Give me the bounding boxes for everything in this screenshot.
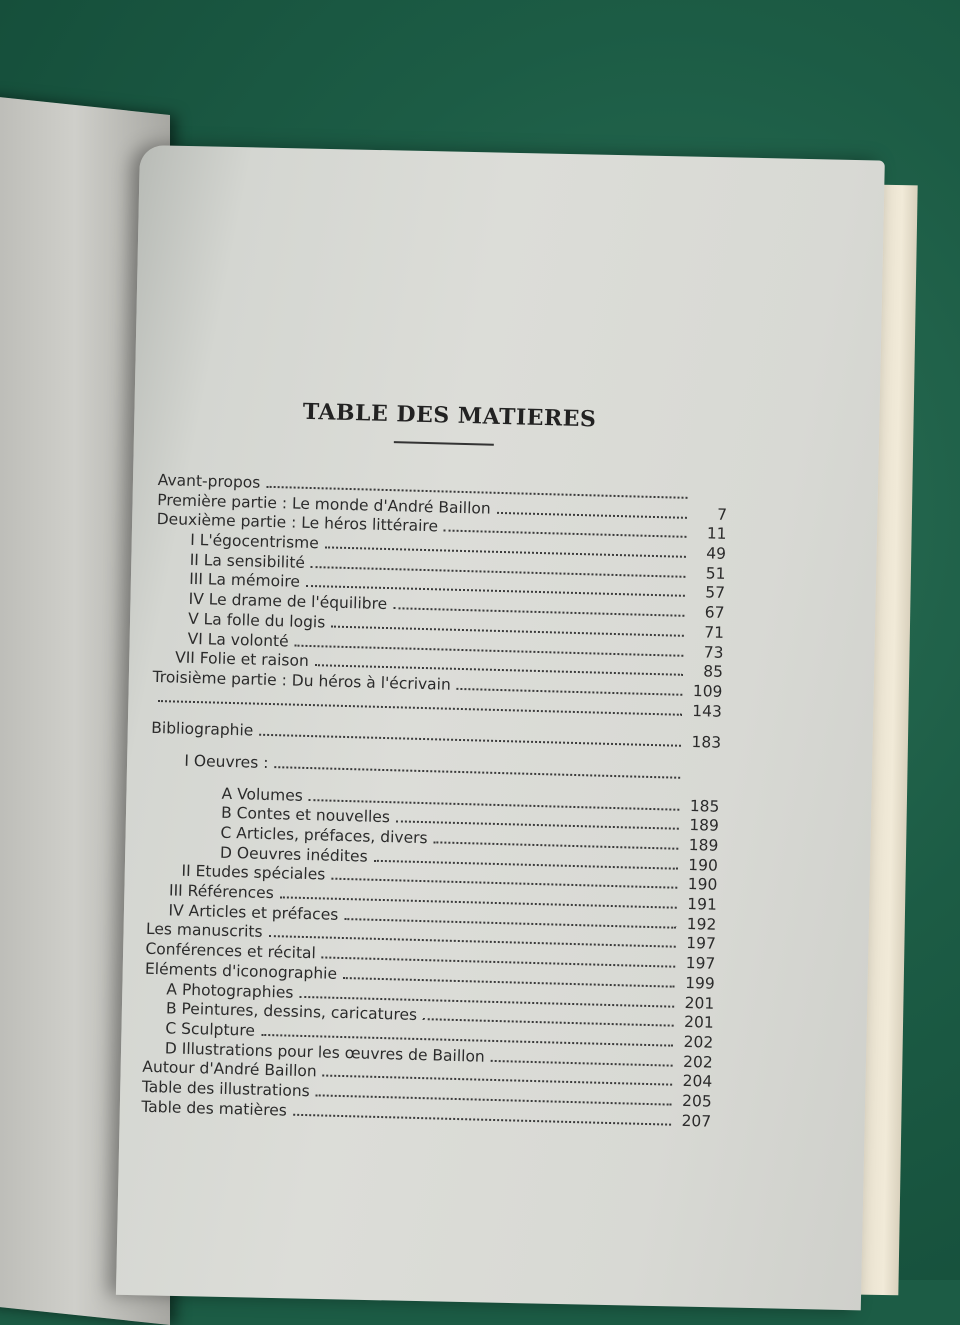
title-underline <box>394 441 494 446</box>
toc-entry-page: 183 <box>691 733 722 753</box>
toc-entry-page: 189 <box>688 835 719 855</box>
toc-entry-label: Deuxième partie : Le héros littéraire <box>156 510 439 536</box>
toc-entry-page: 190 <box>688 855 719 875</box>
toc-entry-label: A Photographies <box>166 979 294 1002</box>
toc-entry-page: 71 <box>704 623 725 642</box>
toc-entry-label: VII Folie et raison <box>174 648 310 671</box>
page-title: TABLE DES MATIERES <box>302 398 597 433</box>
toc-entry-label: Conférences et récital <box>145 939 317 963</box>
toc-leader-dots <box>457 688 683 696</box>
toc-entry-label: Les manuscrits <box>145 920 263 942</box>
toc-entry-page: 204 <box>682 1072 713 1091</box>
toc-entry-page: 57 <box>705 583 726 603</box>
toc-entry-label: I L'égocentrisme <box>189 530 320 553</box>
toc-entry-page: 189 <box>689 816 720 836</box>
toc-entry-page: 85 <box>702 662 724 682</box>
toc-entry-label: Bibliographie <box>151 719 254 740</box>
toc-entry-label: D Illustrations pour les œuvres de Baillon <box>164 1038 486 1066</box>
toc-entry-label: D Oeuvres inédites <box>219 843 368 866</box>
toc-entry-page: 201 <box>684 993 715 1013</box>
toc-entry-page: 201 <box>683 1013 714 1032</box>
toc-entry-label: B Peintures, dessins, caricatures <box>165 999 418 1025</box>
toc-entry-label: II Etudes spéciales <box>181 862 326 884</box>
toc-entry-page: 11 <box>706 524 727 544</box>
toc-entry-page: 197 <box>685 934 717 954</box>
toc-entry-page: 207 <box>681 1111 712 1131</box>
toc-entry-page: 192 <box>686 914 717 934</box>
toc-entry-page: 73 <box>703 642 724 662</box>
toc-entry-page: 109 <box>692 681 723 701</box>
toc-entry-page <box>686 779 720 780</box>
toc-entry-label: Première partie : Le monde d'André Baillon <box>157 490 491 518</box>
toc-entry-label: Autour d'André Baillon <box>142 1058 317 1081</box>
toc-entry-page: 190 <box>687 875 718 895</box>
toc-leader-dots <box>491 1059 673 1066</box>
toc-entry-page: 51 <box>705 564 726 583</box>
toc-entry-label: III La mémoire <box>188 570 301 592</box>
toc-entry-page: 197 <box>685 954 716 973</box>
toc-leader-dots <box>444 530 687 538</box>
toc-entry-page: 49 <box>706 544 727 563</box>
toc-entry-page: 205 <box>681 1091 712 1111</box>
toc-entry-label: III Références <box>168 881 275 903</box>
toc-entry-label: Troisième partie : Du héros à l'écrivain <box>152 667 452 694</box>
toc-entry-label: I Oeuvres : <box>184 751 269 772</box>
toc-entry-page: 185 <box>689 796 720 816</box>
toc-content <box>141 395 730 1132</box>
toc-entry-page: 202 <box>682 1052 713 1072</box>
toc-entry-label: Table des illustrations <box>141 1077 310 1101</box>
toc-entry-label: IV Articles et préfaces <box>168 901 339 924</box>
toc-entry-page: 7 <box>716 505 728 524</box>
toc-entry-label: V La folle du logis <box>187 609 326 632</box>
toc-entry-label: A Volumes <box>221 784 304 805</box>
toc-entry-label: B Contes et nouvelles <box>220 804 391 827</box>
toc-entry-label: IV Le drame de l'équilibre <box>188 589 388 614</box>
toc-entry-label: Avant-propos <box>157 470 261 492</box>
toc-entry-page: 202 <box>683 1032 714 1052</box>
toc-list <box>141 471 728 1132</box>
toc-entry-page: 199 <box>684 973 716 993</box>
toc-entry-label: VI La volonté <box>187 629 289 650</box>
toc-entry-page <box>693 499 727 500</box>
toc-entry-label: II La sensibilité <box>189 550 306 572</box>
toc-leader-dots <box>433 841 678 849</box>
toc-leader-dots <box>423 1018 674 1027</box>
toc-entry-label: C Articles, préfaces, divers <box>220 823 428 848</box>
toc-entry-page: 67 <box>704 603 725 622</box>
toc-leader-dots <box>497 512 687 519</box>
toc-entry-page: 143 <box>692 701 723 721</box>
toc-entry-label: C Sculpture <box>165 1019 256 1040</box>
toc-entry-page: 191 <box>687 895 718 914</box>
toc-entry-label: Table des matières <box>141 1097 288 1120</box>
toc-entry-label: Eléments d'iconographie <box>144 959 338 983</box>
